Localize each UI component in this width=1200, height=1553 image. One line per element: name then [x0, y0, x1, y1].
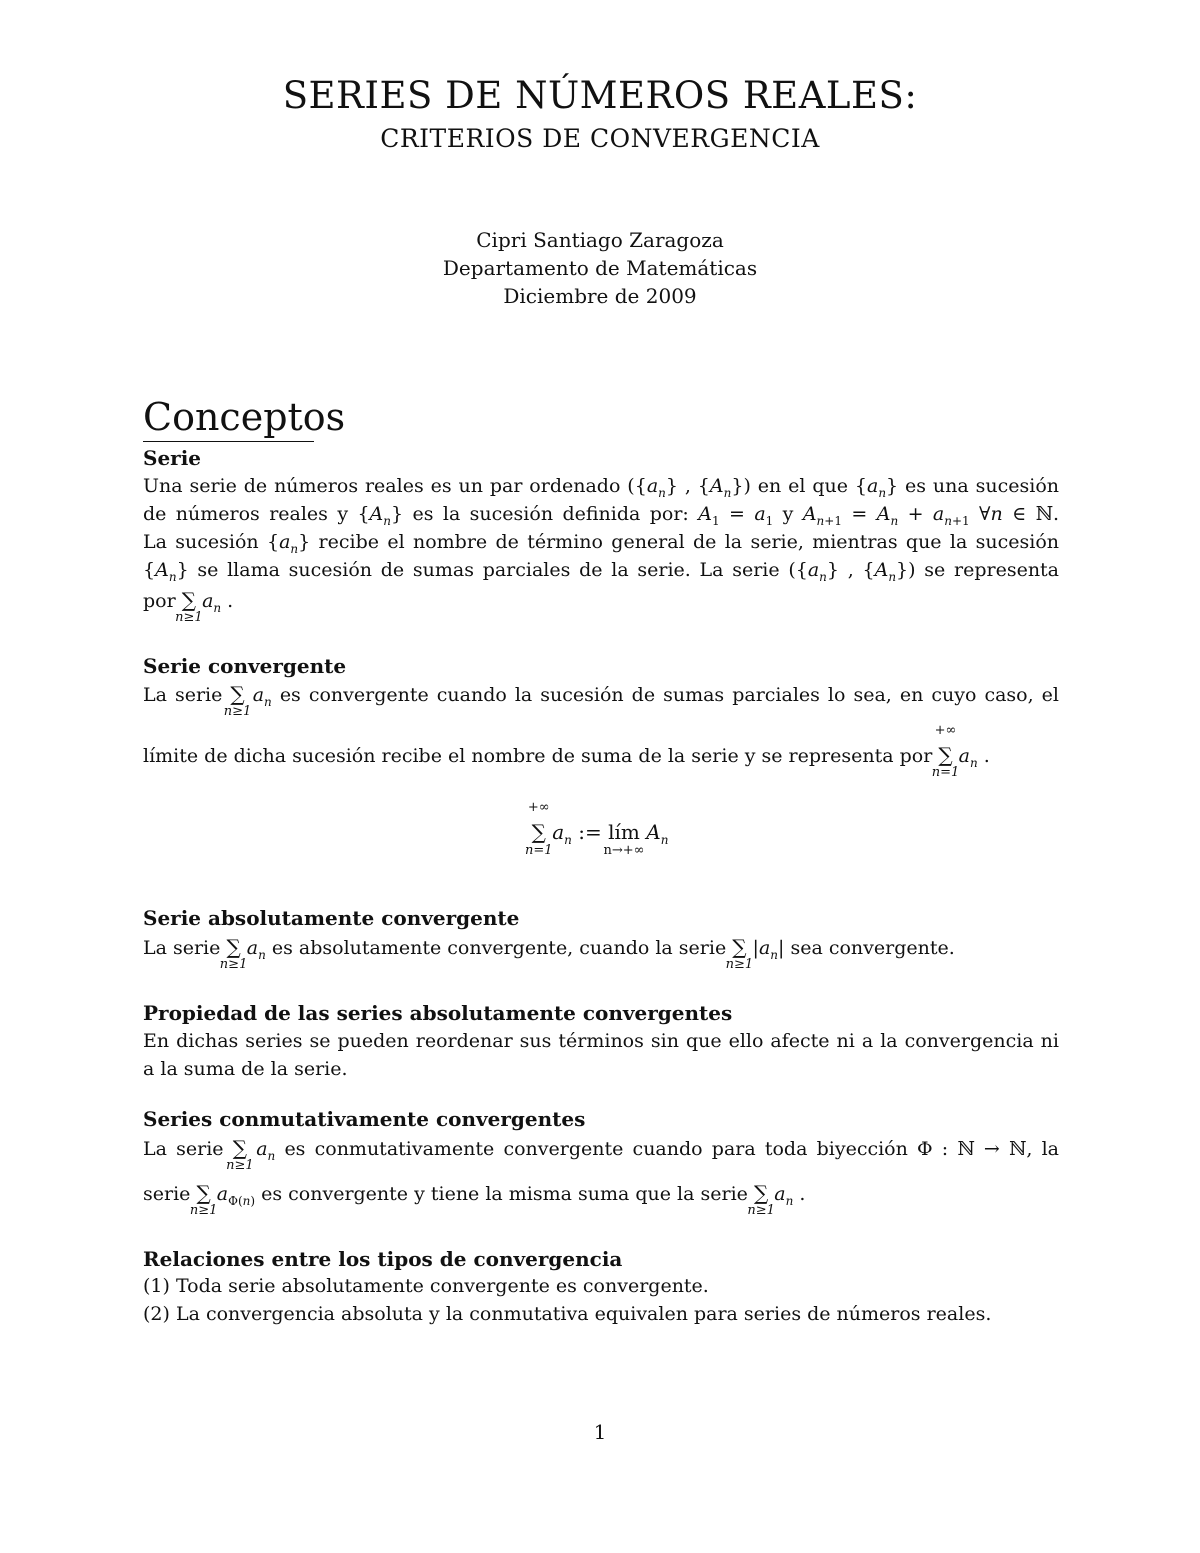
- summation: +∞ ∑ n=1: [931, 723, 960, 780]
- summation: +∞ ∑ n=1: [524, 800, 553, 858]
- limit: lím n→+∞: [603, 820, 645, 858]
- relaciones-item: (2) La convergencia absoluta y la conmutativa equivalen para series de números reales.: [143, 1303, 992, 1325]
- convergente-line-1: La serie ∑ n≥1 $a_n$ es convergente cuando la sucesión de sumas parciales lo sea, en cuyo caso, el: [143, 682, 1059, 719]
- serie-line-2: de números reales y $\{A_n\}$ es la sucesión definida por: $A_1 = a_1$ y $A_{n+1} = A_n + a_{n+1}$ ∀n ∈ ℕ.: [143, 503, 1060, 528]
- serie-text: } es la sucesión definida por:: [391, 503, 689, 525]
- serie-text: La sucesión {: [143, 531, 280, 553]
- propiedad-text: En dichas series se pueden reordenar sus términos sin que ello afecte ni a la convergencia ni a la suma de la serie.: [143, 1030, 1059, 1080]
- propiedad-heading: Propiedad de las series absolutamente convergentes: [143, 1001, 733, 1025]
- serie-text: } se llama sucesión de sumas parciales de la serie. La serie ({: [176, 559, 808, 581]
- summation: ∑ n≥1: [747, 1181, 775, 1218]
- relaciones-heading: Relaciones entre los tipos de convergencia: [143, 1247, 623, 1271]
- absoluta-heading: Serie absolutamente convergente: [143, 906, 520, 930]
- section-heading: Conceptos: [143, 393, 314, 442]
- serie-text: } recibe el nombre de término general de la serie, mientras que la sucesión: [298, 531, 1059, 553]
- absoluta-line: La serie ∑ n≥1 $a_n$ es absolutamente convergente, cuando la serie ∑ n≥1 $|a_n|$ sea convergente.: [143, 935, 955, 972]
- convergente-line-2: límite de dicha sucesión recibe el nombre de suma de la serie y se representa por +∞ ∑ n=1 $a_n$ .: [143, 723, 990, 780]
- summation: ∑ n≥1: [725, 935, 754, 972]
- serie-line-4: $\{A_n\}$ se llama sucesión de sumas parciales de la serie. La serie ($\{a_n\}$ , $\{A_n\}$) se representa: [143, 559, 1060, 584]
- serie-text: Una serie de números reales es un par ordenado ({: [143, 475, 647, 497]
- conmutativa-heading: Series conmutativamente convergentes: [143, 1107, 586, 1131]
- relaciones-item: (1) Toda serie absolutamente convergente es convergente.: [143, 1275, 709, 1297]
- serie-line-3: La sucesión $\{a_n\}$ recibe el nombre de término general de la serie, mientras que la sucesión: [143, 531, 1059, 556]
- summation: ∑ n≥1: [219, 935, 248, 972]
- summation: ∑ n≥1: [175, 588, 203, 625]
- author-name: Cipri Santiago Zaragoza: [476, 228, 724, 252]
- summation: ∑ n≥1: [189, 1181, 218, 1218]
- serie-text: de números reales y {: [143, 503, 370, 525]
- summation: ∑ n≥1: [223, 682, 252, 719]
- serie-heading: Serie: [143, 446, 202, 470]
- document-subtitle: CRITERIOS DE CONVERGENCIA: [380, 124, 820, 153]
- serie-line-1: Una serie de números reales es un par ordenado ($\{a_n\}$ , $\{A_n\}$) en el que $\{a_n\}$ es una sucesión: [143, 475, 1059, 500]
- convergente-definition: +∞ ∑ n=1 $a_n$ := lím n→+∞ $A_n$: [524, 800, 669, 858]
- author-department: Departamento de Matemáticas: [442, 256, 758, 280]
- serie-line-5: por ∑ n≥1 $a_n$ .: [143, 588, 234, 625]
- page-number: 1: [593, 1420, 607, 1444]
- summation: ∑ n≥1: [226, 1136, 254, 1173]
- document-title: SERIES DE NÚMEROS REALES:: [282, 74, 918, 117]
- conmutativa-line-1: La serie ∑ n≥1 $a_n$ es conmutativamente convergente cuando para toda biyección Φ : ℕ → ℕ, la: [143, 1136, 1060, 1173]
- convergente-heading: Serie convergente: [143, 654, 347, 678]
- conmutativa-line-2: serie ∑ n≥1 $a_{\Phi(n)}$ es convergente y tiene la misma suma que la serie ∑ n≥1 $a_n$ .: [143, 1181, 806, 1218]
- serie-text: se representa: [924, 559, 1060, 581]
- document-date: Diciembre de 2009: [503, 284, 697, 308]
- serie-text: es una sucesión: [905, 475, 1059, 497]
